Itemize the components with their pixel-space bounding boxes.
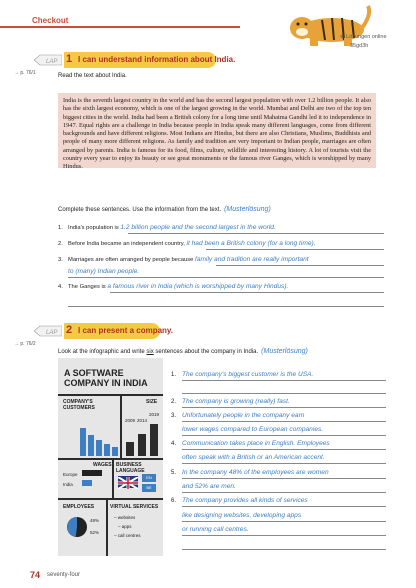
question-3: 3. Marriages are often arranged by people because family and tradition are really important [58, 256, 309, 263]
employees-pct-women: 48% [90, 518, 100, 523]
answer-line [182, 521, 386, 522]
answer-line [182, 421, 386, 422]
online-code: 35gd3h [350, 43, 369, 49]
section2-instruction: Look at the infographic and write six sentences about the company in India. (Musterlösung) [58, 348, 308, 355]
service-item: – call centres [114, 533, 141, 538]
answer2-4-continued[interactable]: often speak with a British or an American accent. [182, 454, 325, 461]
india-text-box: India is the seventh largest country in the world and has the second largest population with over 1.2 billion people. It also has the sixth largest economy, which is one of the largest growing in the world. Mumbai and Delhi are two of the top ten biggest cities in the world. India had been a British colony for a long time until Mahatma Gandhi led it to independence in 1947. Equal rights are a challenge in India because people in India speak many different languages, come from different backgrounds and have different religions. Most Indians are Hindus, but there are also Christians, Muslims, Buddhists and people of many more different religions. As family and tradition are very important to Indian people, marriages are often arranged by parents. India is famous for its food, films, culture, wildlife and interesting history. A lot of tourists visit the country every year to enjoy its beauty or see great monuments or the famous river Ganges, which is worshipped by many Hindus. [58, 93, 376, 168]
answer2-3[interactable]: Unfortunately people in the company earn [182, 412, 305, 419]
customer-bar [112, 447, 118, 456]
model-solution-label: (Musterlösung) [224, 206, 271, 213]
size-bar [126, 442, 134, 456]
answer-line [182, 380, 386, 381]
answer2-5[interactable]: In the company 48% of the employees are women [182, 469, 329, 476]
answer-line [110, 292, 384, 293]
section1-title: I can understand information about India. [78, 55, 236, 64]
customers-label: COMPANY'S CUSTOMERS [63, 399, 95, 411]
infographic-title: A SOFTWARE COMPANY IN INDIA [64, 368, 148, 388]
answer-number: 5. [171, 470, 177, 476]
answer-line [182, 407, 386, 408]
service-item: – apps [118, 524, 132, 529]
answer-number: 4. [171, 441, 177, 447]
speech-bubble-icon: BE [142, 484, 156, 492]
answer-line [206, 249, 384, 250]
size-year: 2019 [149, 412, 160, 417]
employees-pct-men: 52% [90, 530, 100, 535]
question-1: 1. India's population is 1.2 billion people and the second largest in the world. [58, 224, 276, 231]
pencil-icon [34, 53, 62, 67]
answer-number: 1. [171, 372, 177, 378]
section1-header [0, 52, 236, 68]
page-number-words: seventy-four [47, 572, 81, 578]
pencil-icon [34, 324, 62, 338]
svg-text:LAP: LAP [46, 59, 58, 65]
speech-bubble-icon: EN [142, 474, 156, 482]
size-bar [150, 424, 158, 456]
answer2-6[interactable]: The company provides all kinds of services [182, 497, 308, 504]
size-year: 2014 [137, 418, 148, 423]
answer-line [182, 393, 386, 394]
size-label: SIZE [146, 399, 158, 405]
answer2-3-continued[interactable]: lower wages compared to European companies. [182, 426, 324, 433]
section1-complete-instruction: Complete these sentences. Use the information from the text. (Musterlösung) [58, 206, 271, 213]
answer-line [182, 506, 386, 507]
answer-number: 3. [171, 413, 177, 419]
answer-3-continued[interactable]: to (many) Indian people. [68, 268, 140, 275]
wages-india-bar [82, 480, 92, 486]
answer-line [128, 233, 384, 234]
customer-bar [88, 435, 94, 456]
answer-line [182, 449, 386, 450]
question-2: 2. Before India became an independent country, it had been a British colony (for a long time). [58, 240, 316, 247]
customer-bar [96, 440, 102, 456]
wages-europe-label: Europe [63, 472, 78, 477]
divider [58, 498, 163, 500]
section2-header [0, 323, 216, 339]
answer-line [68, 306, 384, 307]
section1-page-ref: → p. 76/1 [14, 70, 36, 76]
answer-1[interactable]: 1.2 billion people and the second largest in the world. [120, 224, 276, 231]
wages-india-label: India [63, 482, 73, 487]
answer-number: 6. [171, 498, 177, 504]
section1-number: 1 [66, 53, 73, 65]
section1-instruction: Read the text about India. [58, 73, 127, 79]
section2-page-ref: → p. 76/2 [14, 341, 36, 347]
employees-label: EMPLOYEES [63, 504, 95, 510]
answer2-1[interactable]: The company's biggest customer is the USA. [182, 371, 314, 378]
answer-2[interactable]: it had been a British colony (for a long time). [186, 240, 316, 247]
answer2-4[interactable]: Communication takes place in English. Employees [182, 440, 330, 447]
divider [120, 394, 122, 458]
answer-line [182, 535, 386, 536]
uk-flag-icon [118, 476, 138, 488]
globe-icon: ⊕ [340, 34, 345, 40]
answer2-5-continued[interactable]: and 52% are men. [182, 483, 236, 490]
answer-line [68, 277, 384, 278]
question-3-continued [58, 268, 139, 275]
employees-pie-icon [66, 516, 88, 538]
page-number: 74 [30, 570, 41, 580]
answer2-6-continued-2[interactable]: or running call centres. [182, 526, 249, 533]
answer-line [182, 549, 386, 550]
divider [112, 458, 114, 498]
answer2-6-continued[interactable]: like designing websites, developing apps [182, 512, 302, 519]
section2-title: I can present a company. [78, 326, 173, 335]
question-4: 4. The Ganges is a famous river in India (which is worshipped by many Hindus). [58, 283, 289, 290]
answer-4[interactable]: a famous river in India (which is worshipped by many Hindus). [107, 283, 289, 290]
divider [106, 498, 108, 556]
online-solutions-label[interactable]: ⊕ Lösungen online [340, 34, 387, 40]
customer-bar [80, 428, 86, 456]
virtual-services-label: VIRTUAL SERVICES [110, 504, 159, 510]
size-bar [138, 434, 146, 456]
svg-text:LAP: LAP [46, 330, 58, 336]
answer-number: 2. [171, 399, 177, 405]
model-solution-label: (Musterlösung) [261, 348, 308, 355]
page-section-title: Checkout [32, 16, 69, 25]
section2-number: 2 [66, 324, 73, 336]
wages-europe-bar [82, 470, 102, 476]
company-infographic [58, 358, 163, 556]
tiger-illustration [282, 4, 372, 48]
answer-line [216, 265, 384, 266]
answer-line [182, 492, 386, 493]
answer-3[interactable]: family and tradition are really important [194, 256, 309, 263]
answer-line [182, 478, 386, 479]
customer-bar [104, 444, 110, 456]
service-item: – websites [114, 515, 136, 520]
wages-label: WAGES [93, 462, 112, 468]
divider [58, 458, 163, 460]
answer2-2[interactable]: The company is growing (really) fast. [182, 398, 290, 405]
business-language-label: BUSINESS LANGUAGE [116, 462, 145, 474]
answer-line [182, 463, 386, 464]
answer-line [182, 435, 386, 436]
divider [58, 394, 163, 396]
size-year: 2009 [125, 418, 136, 423]
